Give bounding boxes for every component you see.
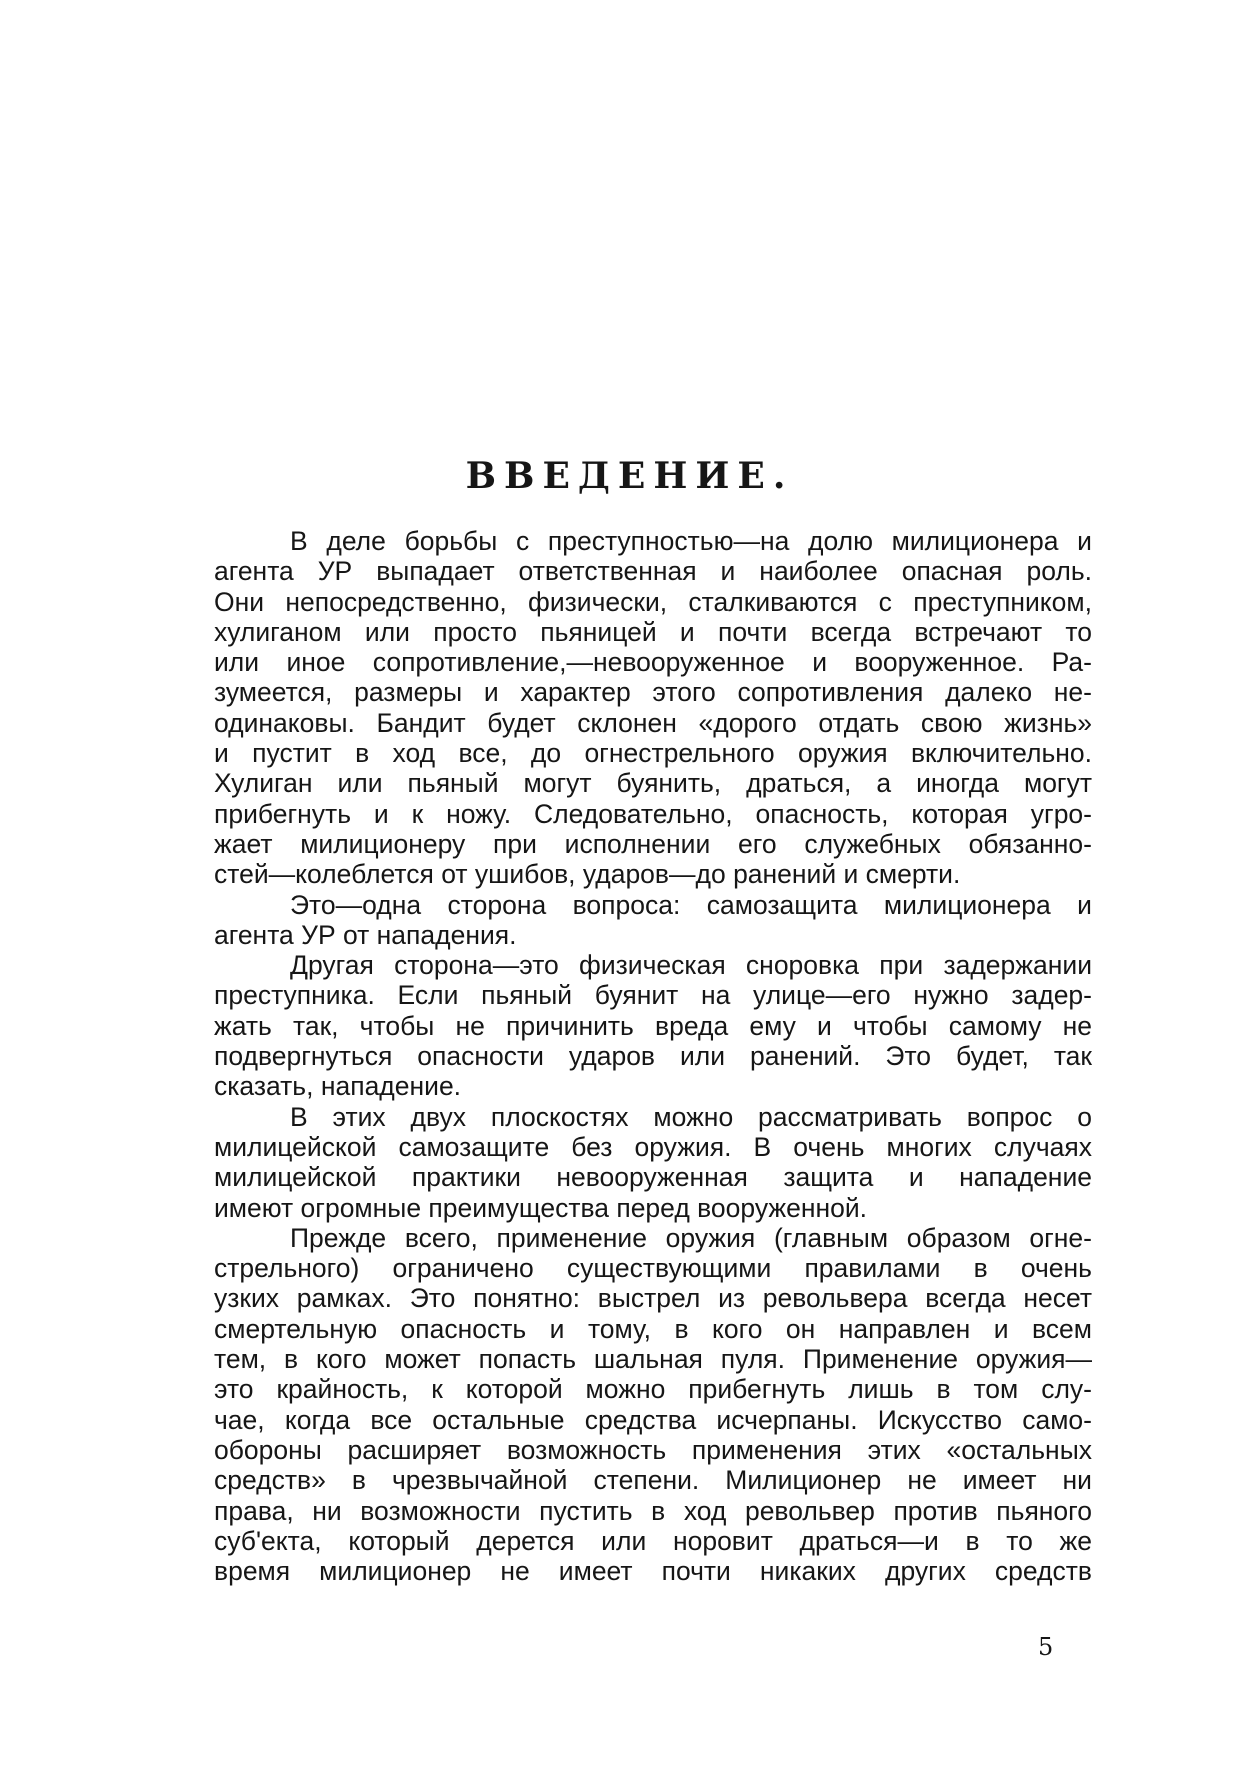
paragraph: [214, 526, 1092, 890]
text-line: Они непосредственно, физически, сталкиваются с преступником,: [214, 586, 1092, 617]
text-line: узких рамках. Это понятно: выстрел из револьвера всегда несет: [214, 1283, 1092, 1314]
text-line: милицейской самозащите без оружия. В очень многих случаях: [214, 1131, 1092, 1162]
text-line: зумеется, размеры и характер этого сопротивления далеко не-: [214, 677, 1092, 708]
paragraph: [214, 890, 1092, 951]
text-line: суб'екта, который дерется или норовит драться—и в то же: [214, 1525, 1092, 1556]
paragraph: [214, 1223, 1092, 1587]
text-line: прибегнуть и к ножу. Следовательно, опасность, которая угро-: [214, 798, 1092, 829]
text-line: это крайность, к которой можно прибегнуть лишь в том слу-: [214, 1374, 1092, 1405]
text-line: смертельную опасность и тому, в кого он направлен и всем: [214, 1313, 1092, 1344]
text-line: В деле борьбы с преступностью—на долю милиционера и: [290, 526, 1092, 556]
text-line: чае, когда все остальные средства исчерпаны. Искусство само-: [214, 1404, 1092, 1435]
text-line: одинаковы. Бандит будет склонен «дорого отдать свою жизнь»: [214, 707, 1092, 738]
paragraph: [214, 1102, 1092, 1223]
chapter-title: ВВЕДЕНИЕ.: [465, 455, 794, 497]
text-line: агента УР выпадает ответственная и наиболее опасная роль.: [214, 556, 1092, 587]
text-line: сказать, нападение.: [214, 1071, 462, 1102]
text-line: жает милиционеру при исполнении его служебных обязанно-: [214, 828, 1092, 859]
text-line: Другая сторона—это физическая сноровка при задержании: [290, 950, 1092, 981]
text-line: жать так, чтобы не причинить вреда ему и чтобы самому не: [214, 1010, 1092, 1041]
text-line: Прежде всего, применение оружия (главным образом огне-: [290, 1222, 1092, 1253]
text-line: права, ни возможности пустить в ход револьвер против пьяного: [214, 1495, 1092, 1526]
text-line: время милиционер не имеет почти никаких других средств: [214, 1556, 1092, 1587]
text-line: Хулиган или пьяный могут буянить, драться, а иногда могут: [214, 768, 1092, 799]
text-line: преступника. Если пьяный буянит на улице—его нужно задер-: [214, 980, 1092, 1011]
text-line: В этих двух плоскостях можно рассматривать вопрос о: [290, 1101, 1092, 1132]
text-line: стей—колеблется от ушибов, ударов—до ранений и смерти.: [214, 859, 961, 890]
body-text: [214, 526, 1092, 1586]
text-line: подвергнуться опасности ударов или ранений. Это будет, так: [214, 1041, 1092, 1072]
text-line: милицейской практики невооруженная защита и нападение: [214, 1162, 1092, 1193]
text-line: обороны расширяет возможность применения этих «остальных: [214, 1434, 1092, 1465]
text-line: агента УР от нападения.: [214, 919, 517, 950]
text-line: и пустит в ход все, до огнестрельного оружия включительно.: [214, 738, 1092, 769]
text-line: имеют огромные преимущества перед вооруженной.: [214, 1192, 868, 1223]
text-line: или иное сопротивление,—невооруженное и вооруженное. Ра-: [214, 647, 1092, 678]
text-line: стрельного) ограничено существующими правилами в очень: [214, 1253, 1092, 1284]
text-line: средств» в чрезвычайной степени. Милиционер не имеет ни: [214, 1465, 1092, 1496]
text-line: тем, в кого может попасть шальная пуля. Применение оружия—: [214, 1344, 1092, 1375]
page-number: 5: [1038, 1633, 1054, 1661]
text-line: Это—одна сторона вопроса: самозащита милиционера и: [290, 889, 1092, 920]
text-line: хулиганом или просто пьяницей и почти всегда встречают то: [214, 616, 1092, 647]
paragraph: [214, 950, 1092, 1101]
